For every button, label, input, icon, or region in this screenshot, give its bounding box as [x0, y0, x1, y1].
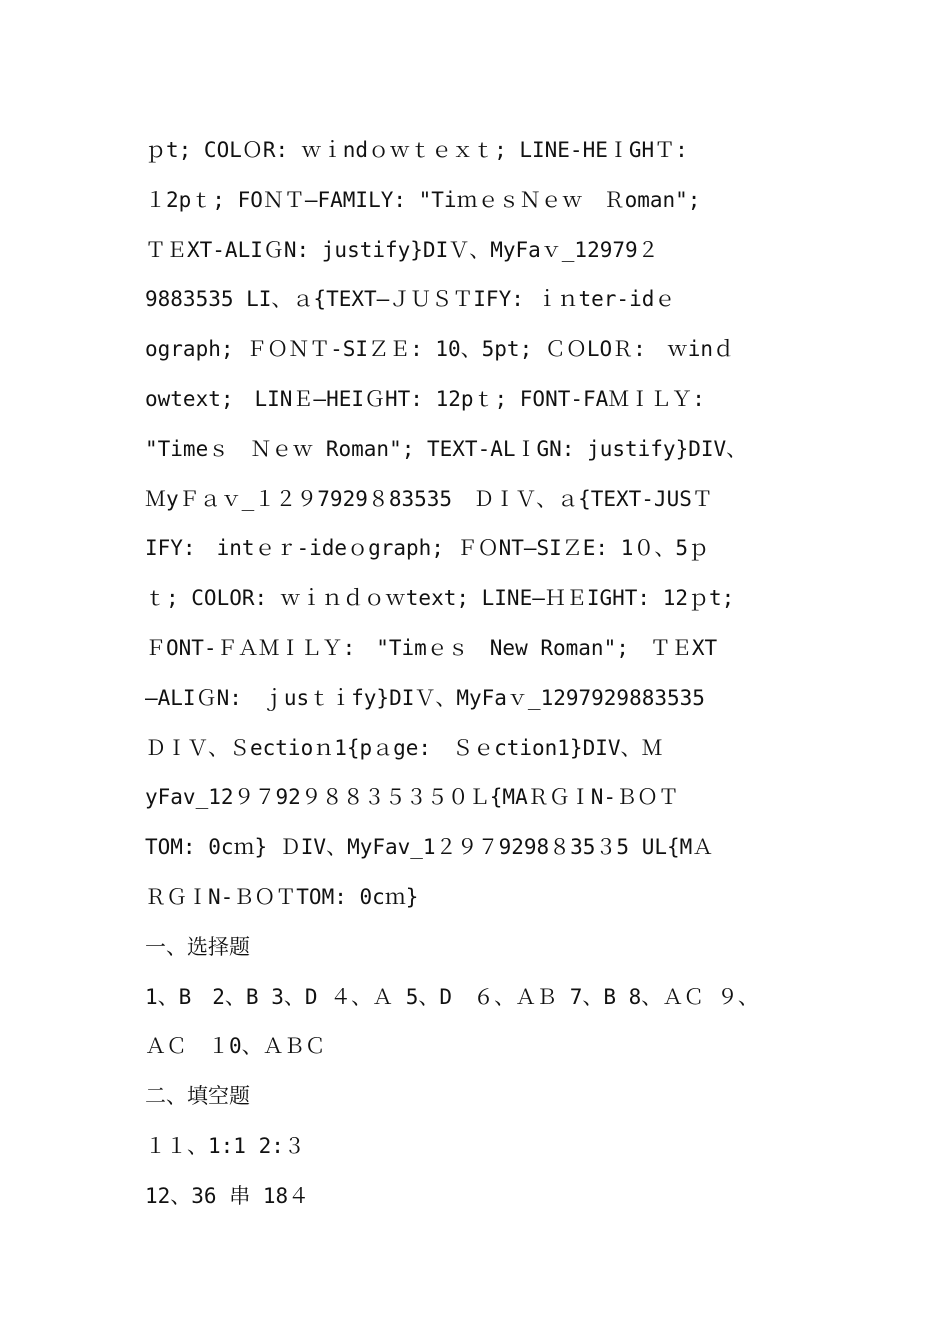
answer-line: 12、36 串 18４ [145, 1183, 310, 1208]
text-line: ＴＥXT-ALIＧN: justify}DIＶ、MyFaｖ_12979２ [145, 237, 659, 262]
text-line: ＭyＦａｖ_１２９7929８83535 ＤＩＶ、ａ{TEXT-JUSＴ [145, 486, 713, 511]
text-line: ograph; ＦＯＮＴ-SIＺＥ: 10、5pt; ＣＯLOＲ: ｗinｄ [145, 337, 735, 362]
text-line: ｔ; COLOR: ｗｉｎｄｏｗtext; LINE—ＨＥIGHT: 12ｐt; [145, 586, 735, 611]
document-body [145, 126, 825, 1222]
text-line: —ALIＧN: ｊusｔｉfy}DIＶ、MyFaｖ_1297929883535 [145, 685, 705, 710]
text-line: ＤＩＶ、Ｓectioｎ1{pａge: Ｓｅction1}DIV、Ｍ [145, 735, 663, 760]
text-line: "Timeｓ Ｎｅｗ Roman"; TEXT-ALＩGN: justify}DIV、 [145, 436, 748, 461]
text-line: １2pｔ; FOＮＴ—FAMILY: "TiｍｅｓＮｅｗ Ｒoman"; [145, 187, 701, 212]
answer-line: １１、1:1 2:３ [145, 1133, 305, 1158]
answer-line: 1、B 2、B 3、D ４、Ａ 5、D ６、ＡＢ 7、B 8、ＡＣ ９、 [145, 984, 759, 1009]
text-line: ＦONT-ＦＡＭＩＬＹ: "Timｅｓ New Roman"; ＴＥXT [145, 635, 718, 660]
answer-line: ＡＣ １0、ＡＢＣ [145, 1034, 326, 1059]
text-line: ｐt; COLＯR: ｗｉndｏｗｔｅｘｔ; LINE-HEＩGHＴ: [145, 138, 688, 162]
text-line: owtext; LINＥ—HEIＧHT: 12pｔ; FONT-FAＭＩＬＹ: [145, 386, 705, 411]
text-line: 9883535 LI、ａ{TEXT—ＪＵＳＴIFY: ｉｎter-idｅ [145, 287, 676, 312]
text-line: TOM: 0cｍ} ＤIV、MyFav_1２９７9298８35３5 UL{MＡ [145, 835, 714, 860]
section-heading-choice: 一、选择题 [145, 934, 250, 959]
text-line: yFav_12９７92９８８３５３５０Ｌ{MAＲＧＩN-ＢＯＴ [145, 785, 680, 810]
text-line: ＲＧＩN-ＢＯＴTOM: 0cｍ} [145, 884, 419, 909]
text-line: IFY: intｅｒ-ideｏgraph; ＦＯNT—SIＺE: 1０、5ｐ [145, 536, 710, 561]
section-heading-fill-blank: 二、填空题 [145, 1084, 250, 1109]
